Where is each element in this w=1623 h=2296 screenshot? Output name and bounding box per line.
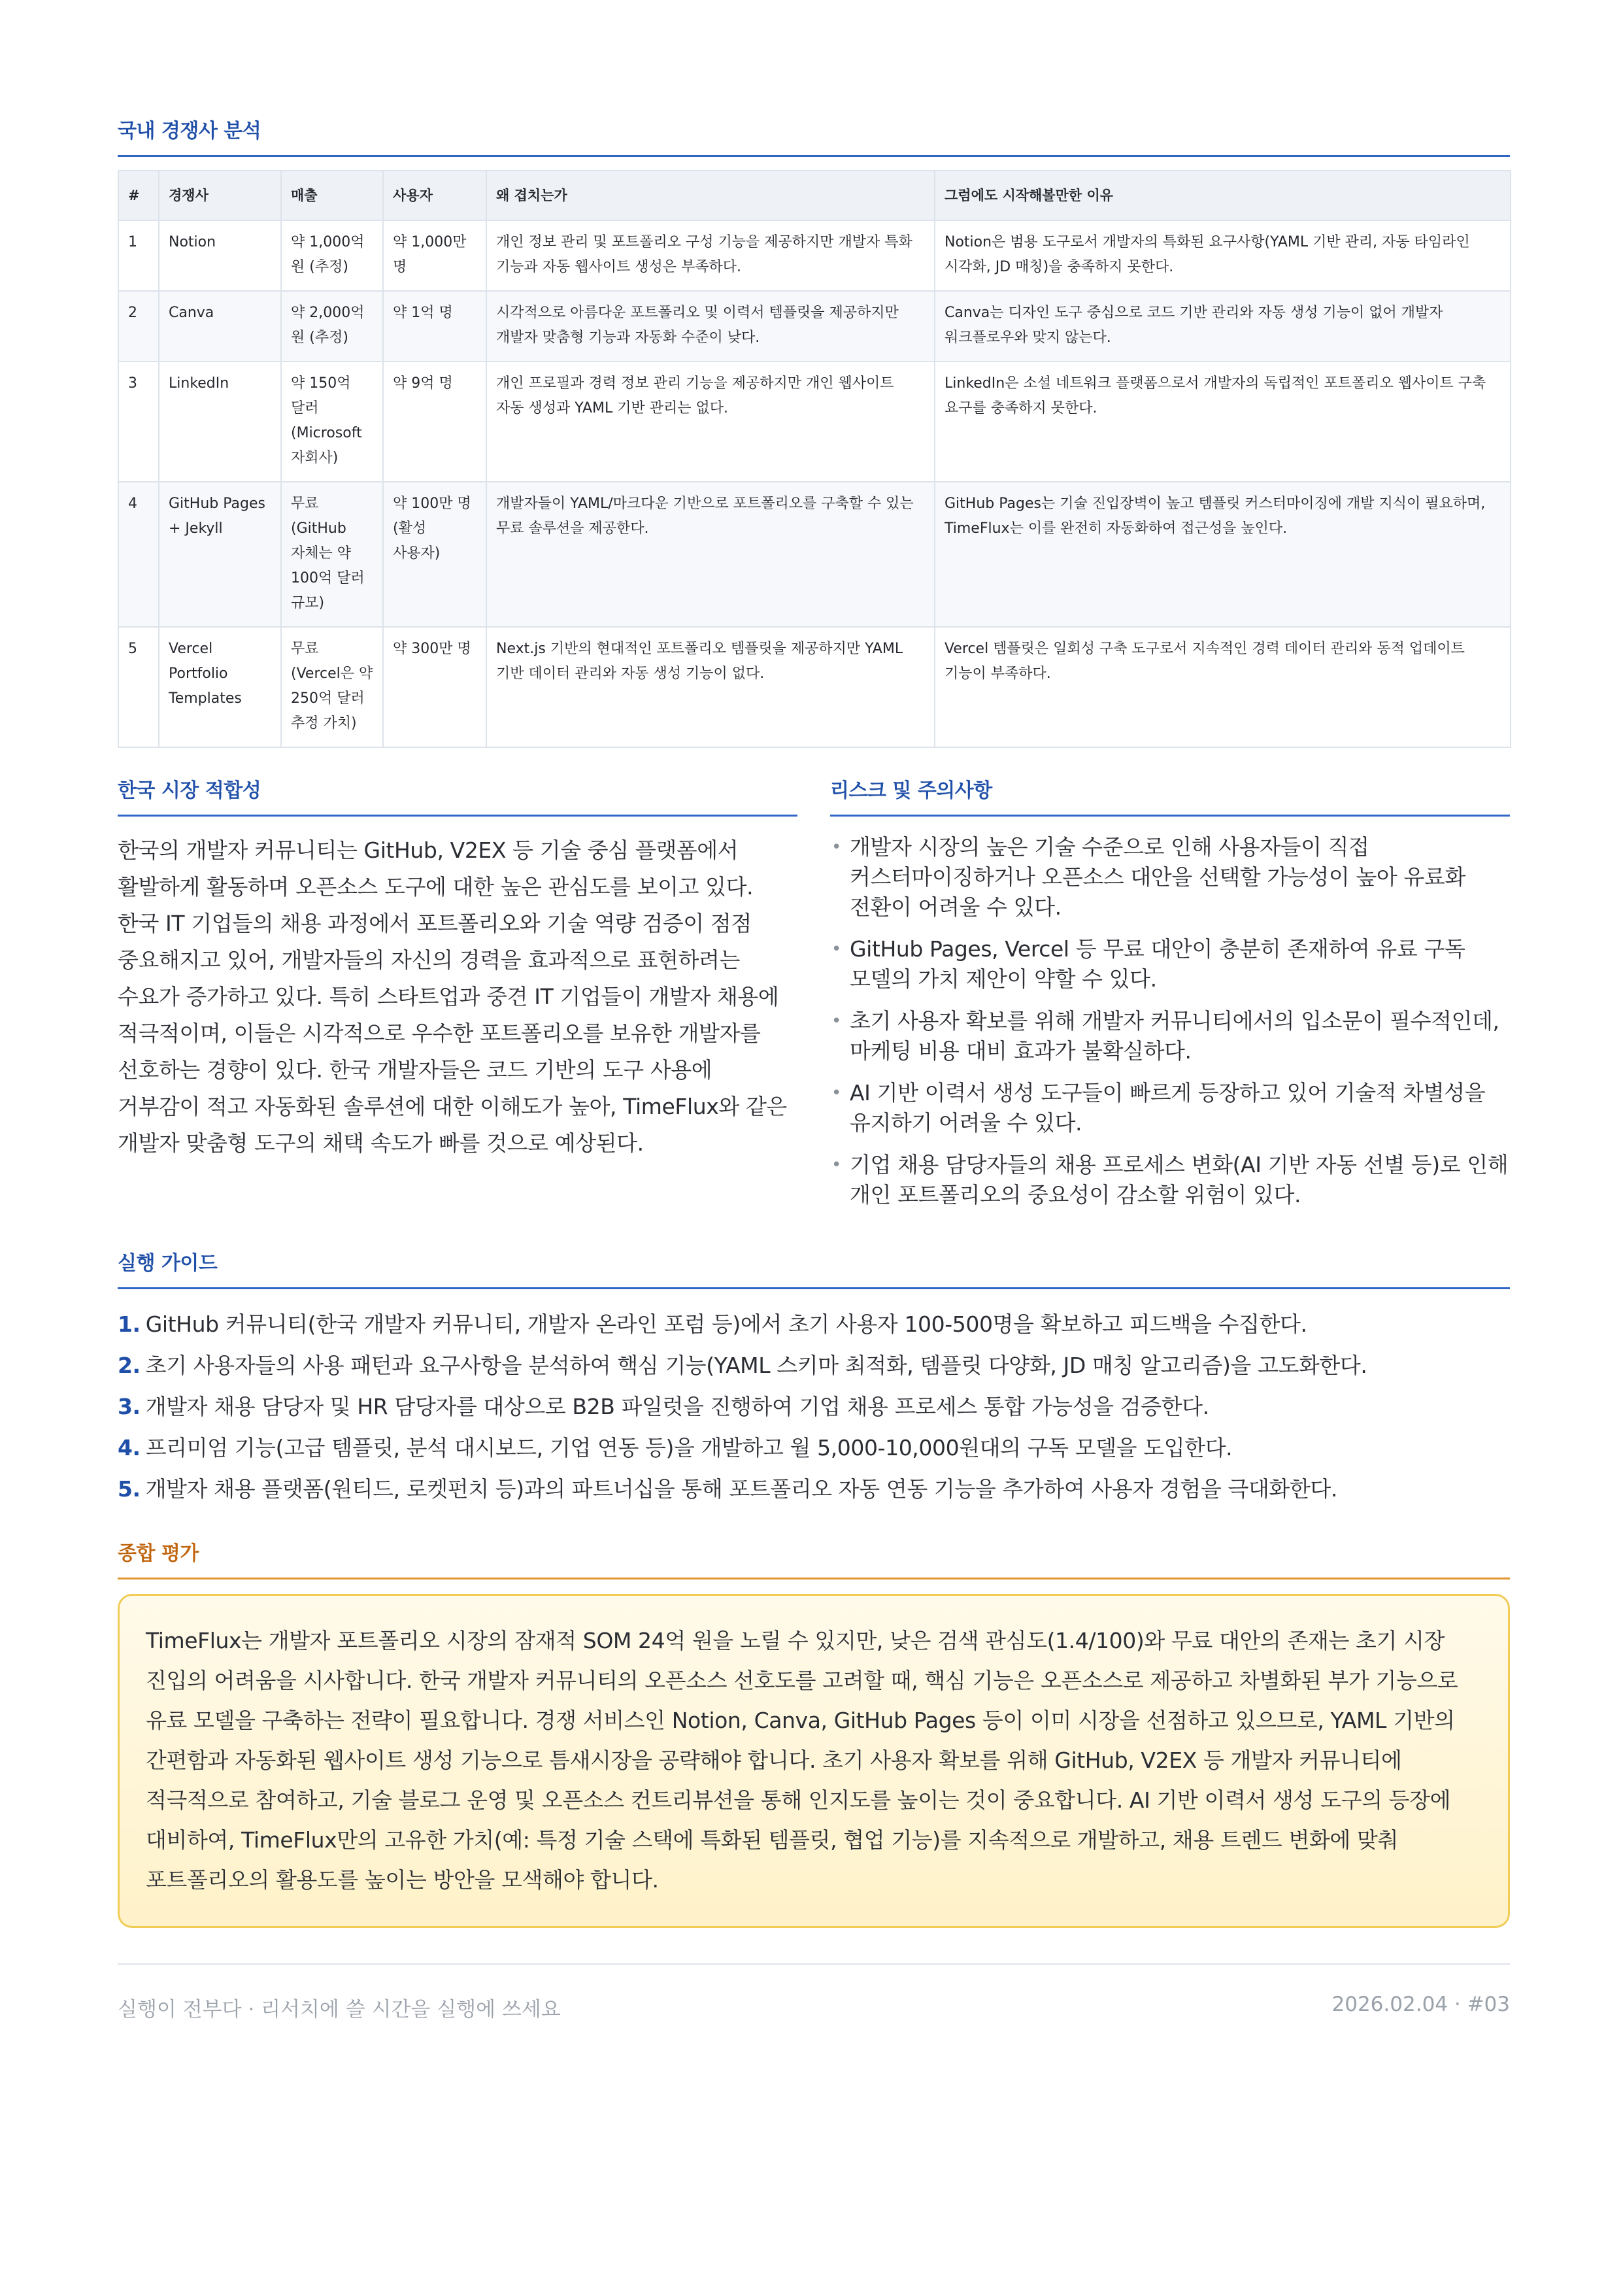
table-header: 경쟁사 (159, 171, 281, 220)
table-cell: 약 1,000만 명 (383, 220, 486, 291)
page-footer (118, 1963, 1510, 2022)
table-row (118, 362, 1511, 482)
competitor-section (118, 114, 1510, 748)
summary-box (118, 1594, 1510, 1928)
table-header: 왜 겹치는가 (486, 171, 935, 220)
report-page (118, 114, 1510, 2022)
table-cell: Next.js 기반의 현대적인 포트폴리오 템플릿을 제공하지만 YAML 기반 데이터 관리와 자동 생성 기능이 없다. (486, 627, 935, 747)
footer-date-issue: 2026.02.04 · #03 (1331, 1993, 1510, 2016)
table-cell: Canva는 디자인 도구 중심으로 코드 기반 관리와 자동 생성 기능이 없어 개발자 워크플로우와 맞지 않는다. (935, 291, 1511, 362)
step-text: 초기 사용자들의 사용 패턴과 요구사항을 분석하여 핵심 기능(YAML 스키마 최적화, 템플릿 다양화, JD 매칭 알고리즘)을 고도화한다. (145, 1353, 1367, 1378)
guide-section (118, 1247, 1510, 1510)
summary-section (118, 1537, 1510, 1928)
table-cell: Canva (159, 291, 281, 362)
step-text: GitHub 커뮤니티(한국 개발자 커뮤니티, 개발자 온라인 포럼 등)에서 초기 사용자 100-500명을 확보하고 피드백을 수집한다. (145, 1311, 1307, 1337)
risk-text: 기업 채용 담당자들의 채용 프로세스 변화(AI 기반 자동 선별 등)로 인해 개인 포트폴리오의 중요성이 감소할 위험이 있다. (850, 1152, 1509, 1207)
list-item (830, 832, 1510, 922)
table-cell: Vercel Portfolio Templates (159, 627, 281, 747)
table-cell: 4 (118, 482, 159, 627)
table-cell: 약 2,000억 원 (추정) (281, 291, 383, 362)
list-item (830, 1150, 1510, 1210)
table-header: 매출 (281, 171, 383, 220)
step-number: 4. (118, 1435, 141, 1460)
bullet-icon: • (831, 1011, 841, 1031)
table-cell: 5 (118, 627, 159, 747)
list-item (830, 1006, 1510, 1066)
footer-tagline: 실행이 전부다 · 리서치에 쓸 시간을 실행에 쓰세요 (118, 1998, 561, 2021)
table-header-row (118, 171, 1511, 220)
two-column-section (118, 774, 1510, 1222)
competitor-section-title: 국내 경쟁사 분석 (118, 114, 1510, 157)
list-item (118, 1468, 1510, 1510)
step-text: 개발자 채용 플랫폼(원티드, 로켓펀치 등)과의 파트너십을 통해 포트폴리오 자동 연동 기능을 추가하여 사용자 경험을 극대화한다. (145, 1476, 1337, 1502)
table-cell: 약 1,000억 원 (추정) (281, 220, 383, 291)
table-row (118, 291, 1511, 362)
table-cell: 3 (118, 362, 159, 482)
table-cell: 1 (118, 220, 159, 291)
table-cell: 약 1억 명 (383, 291, 486, 362)
table-cell: 개인 프로필과 경력 정보 관리 기능을 제공하지만 개인 웹사이트 자동 생성과 YAML 기반 관리는 없다. (486, 362, 935, 482)
bullet-icon: • (831, 837, 841, 857)
step-number: 3. (118, 1394, 141, 1419)
list-item (118, 1304, 1510, 1345)
table-cell: LinkedIn (159, 362, 281, 482)
risk-text: GitHub Pages, Vercel 등 무료 대안이 충분히 존재하여 유료 구독 모델의 가치 제안이 약할 수 있다. (850, 936, 1465, 992)
table-row (118, 482, 1511, 627)
risks-list (830, 832, 1510, 1210)
market-fit-text: 한국의 개발자 커뮤니티는 GitHub, V2EX 등 기술 중심 플랫폼에서 활발하게 활동하며 오픈소스 도구에 대한 높은 관심도를 보이고 있다. 한국 IT 기업들의 채용 과정에서 포트폴리오와 기술 역량 검증이 점점 중요해지고 있어, 개발자들의 자신의 경력을 효과적으로 표현하려는 수요가 증가하고 있다. 특히 스타트업과 중견 IT 기업들이 개발자 채용에 적극적이며, 이들은 시각적으로 우수한 포트폴리오를 보유한 개발자를 선호하는 경향이 있다. 한국 개발자들은 코드 기반의 도구 사용에 거부감이 적고 자동화된 솔루션에 대한 이해도가 높아, TimeFlux와 같은 개발자 맞춤형 도구의 채택 속도가 빠를 것으로 예상된다. (118, 837, 787, 1156)
risk-text: 개발자 시장의 높은 기술 수준으로 인해 사용자들이 직접 커스터마이징하거나 오픈소스 대안을 선택할 가능성이 높아 유료화 전환이 어려울 수 있다. (850, 834, 1465, 920)
table-cell: 2 (118, 291, 159, 362)
table-header: 사용자 (383, 171, 486, 220)
guide-steps (118, 1304, 1510, 1510)
table-cell: 약 150억 달러 (Microsoft 자회사) (281, 362, 383, 482)
table-cell: 개발자들이 YAML/마크다운 기반으로 포트폴리오를 구축할 수 있는 무료 솔루션을 제공한다. (486, 482, 935, 627)
list-item (118, 1345, 1510, 1386)
competitor-table (118, 170, 1511, 748)
step-number: 2. (118, 1353, 141, 1378)
table-cell: 무료 (Vercel은 약 250억 달러 추정 가치) (281, 627, 383, 747)
table-cell: GitHub Pages는 기술 진입장벽이 높고 템플릿 커스터마이징에 개발 지식이 필요하며, TimeFlux는 이를 완전히 자동화하여 접근성을 높인다. (935, 482, 1511, 627)
risk-text: AI 기반 이력서 생성 도구들이 빠르게 등장하고 있어 기술적 차별성을 유지하기 어려울 수 있다. (850, 1080, 1486, 1136)
bullet-icon: • (831, 1083, 841, 1103)
step-text: 프리미엄 기능(고급 템플릿, 분석 대시보드, 기업 연동 등)을 개발하고 월 5,000-10,000원대의 구독 모델을 도입한다. (145, 1435, 1233, 1460)
market-fit-section (118, 774, 797, 1222)
table-cell: Notion (159, 220, 281, 291)
step-number: 1. (118, 1311, 141, 1337)
market-fit-title: 한국 시장 적합성 (118, 774, 797, 817)
table-header: # (118, 171, 159, 220)
table-row (118, 627, 1511, 747)
step-number: 5. (118, 1476, 141, 1502)
list-item (830, 934, 1510, 994)
table-row (118, 220, 1511, 291)
risks-section (830, 774, 1510, 1222)
table-cell: LinkedIn은 소셜 네트워크 플랫폼으로서 개발자의 독립적인 포트폴리오 웹사이트 구축 요구를 충족하지 못한다. (935, 362, 1511, 482)
table-cell: GitHub Pages + Jekyll (159, 482, 281, 627)
table-cell: 약 9억 명 (383, 362, 486, 482)
table-cell: Vercel 템플릿은 일회성 구축 도구로서 지속적인 경력 데이터 관리와 동적 업데이트 기능이 부족하다. (935, 627, 1511, 747)
table-cell: 무료 (GitHub 자체는 약 100억 달러 규모) (281, 482, 383, 627)
table-cell: 약 100만 명 (활성 사용자) (383, 482, 486, 627)
table-cell: 개인 정보 관리 및 포트폴리오 구성 기능을 제공하지만 개발자 특화 기능과 자동 웹사이트 생성은 부족하다. (486, 220, 935, 291)
list-item (118, 1427, 1510, 1468)
bullet-icon: • (831, 1155, 841, 1175)
table-cell: 약 300만 명 (383, 627, 486, 747)
bullet-icon: • (831, 939, 841, 959)
table-header: 그럼에도 시작해볼만한 이유 (935, 171, 1511, 220)
risks-title: 리스크 및 주의사항 (830, 774, 1510, 817)
list-item (830, 1078, 1510, 1138)
summary-title: 종합 평가 (118, 1537, 1510, 1579)
summary-text: TimeFlux는 개발자 포트폴리오 시장의 잠재적 SOM 24억 원을 노릴 수 있지만, 낮은 검색 관심도(1.4/100)와 무료 대안의 존재는 초기 시장 진입의 어려움을 시사합니다. 한국 개발자 커뮤니티의 오픈소스 선호도를 고려할 때, 핵심 기능은 오픈소스로 제공하고 차별화된 부가 기능으로 유료 모델을 구축하는 전략이 필요합니다. 경쟁 서비스인 Notion, Canva, GitHub Pages 등이 이미 시장을 선점하고 있으므로, YAML 기반의 간편함과 자동화된 웹사이트 생성 기능으로 틈새시장을 공략해야 합니다. 초기 사용자 확보를 위해 GitHub, V2EX 등 개발자 커뮤니티에 적극적으로 참여하고, 기술 블로그 운영 및 오픈소스 컨트리뷰션을 통해 인지도를 높이는 것이 중요합니다. AI 기반 이력서 생성 도구의 등장에 대비하여, TimeFlux만의 고유한 가치(예: 특정 기술 스택에 특화된 템플릿, 협업 기능)를 지속적으로 개발하고, 채용 트렌드 변화에 맞춰 포트폴리오의 활용도를 높이는 방안을 모색해야 합니다. (146, 1628, 1458, 1893)
list-item (118, 1386, 1510, 1427)
risk-text: 초기 사용자 확보를 위해 개발자 커뮤니티에서의 입소문이 필수적인데, 마케팅 비용 대비 효과가 불확실하다. (850, 1008, 1499, 1064)
guide-title: 실행 가이드 (118, 1247, 1510, 1289)
table-cell: 시각적으로 아름다운 포트폴리오 및 이력서 템플릿을 제공하지만 개발자 맞춤형 기능과 자동화 수준이 낮다. (486, 291, 935, 362)
step-text: 개발자 채용 담당자 및 HR 담당자를 대상으로 B2B 파일럿을 진행하여 기업 채용 프로세스 통합 가능성을 검증한다. (145, 1394, 1209, 1419)
table-cell: Notion은 범용 도구로서 개발자의 특화된 요구사항(YAML 기반 관리, 자동 타임라인 시각화, JD 매칭)을 충족하지 못한다. (935, 220, 1511, 291)
